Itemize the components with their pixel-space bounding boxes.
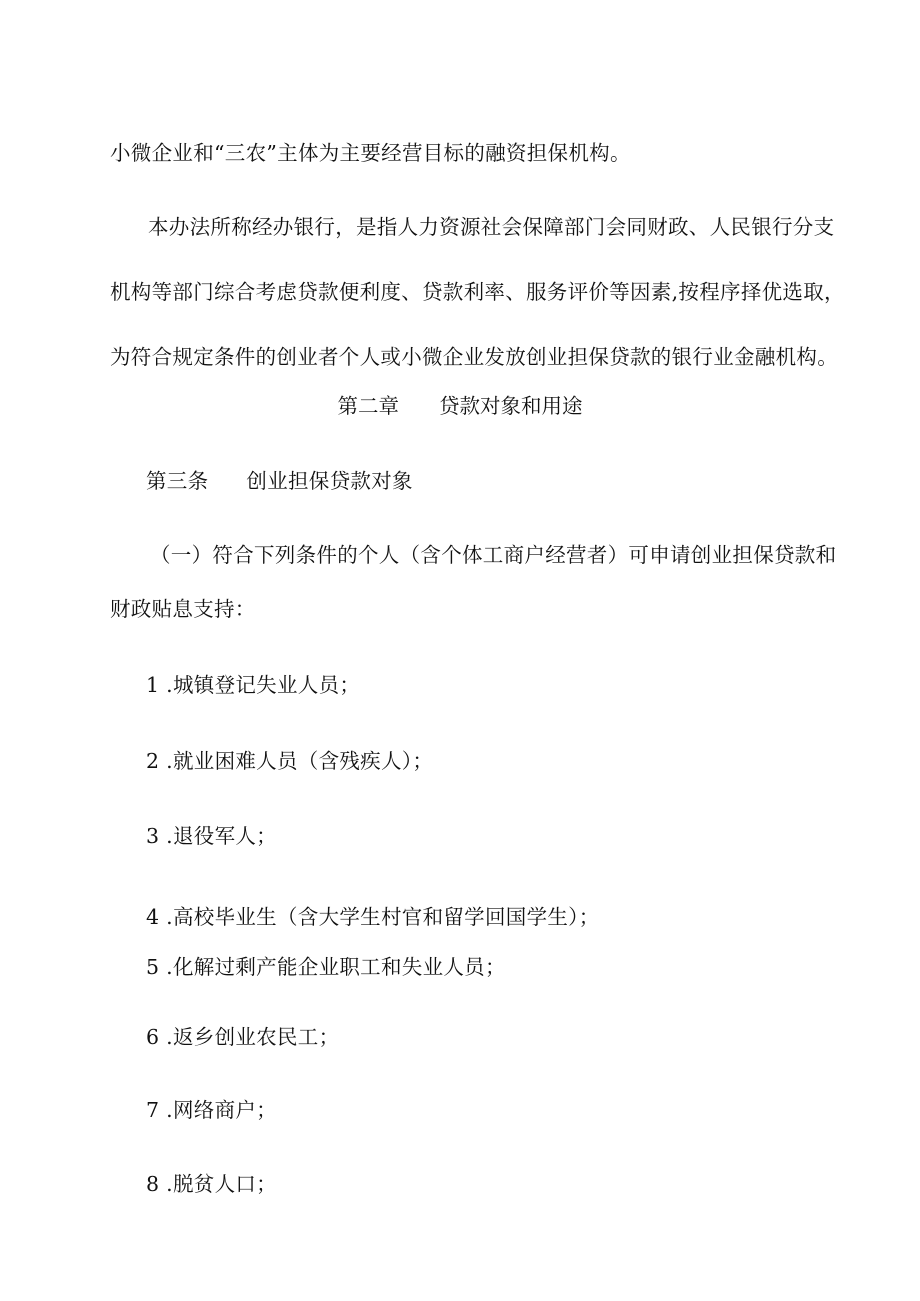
list-item: 6 .返乡创业农民工；	[146, 1025, 340, 1049]
paragraph-line: 本办法所称经办银行，是指人力资源社会保障部门会同财政、人民银行分支	[148, 215, 835, 239]
paragraph-line: 为符合规定条件的创业者个人或小微企业发放创业担保贷款的银行业金融机构。	[110, 345, 838, 369]
list-item: 3 .退役军人；	[146, 824, 277, 848]
clause-line: （一）符合下列条件的个人（含个体工商户经营者）可申请创业担保贷款和	[150, 543, 837, 567]
list-item: 2 .就业困难人员（含残疾人）；	[146, 749, 434, 773]
clause-line: 财政贴息支持：	[110, 597, 256, 621]
list-item: 5 .化解过剩产能企业职工和失业人员；	[146, 955, 506, 979]
paragraph-continuation: 小微企业和“三农”主体为主要经营目标的融资担保机构。	[110, 141, 631, 165]
chapter-number: 第二章	[337, 394, 399, 418]
chapter-heading	[0, 394, 920, 418]
list-item: 4 .高校毕业生（含大学生村官和留学回国学生）；	[146, 905, 600, 929]
chapter-title: 贷款对象和用途	[439, 394, 583, 418]
list-item: 8 .脱贫人口；	[146, 1172, 277, 1196]
article-title: 创业担保贷款对象	[246, 469, 413, 493]
list-item: 7 .网络商户；	[146, 1098, 277, 1122]
article-number: 第三条	[146, 469, 209, 493]
list-item: 1 .城镇登记失业人员；	[146, 673, 361, 697]
paragraph-line: 机构等部门综合考虑贷款便利度、贷款利率、服务评价等因素,按程序择优选取，	[110, 280, 845, 304]
article-heading	[146, 469, 866, 493]
